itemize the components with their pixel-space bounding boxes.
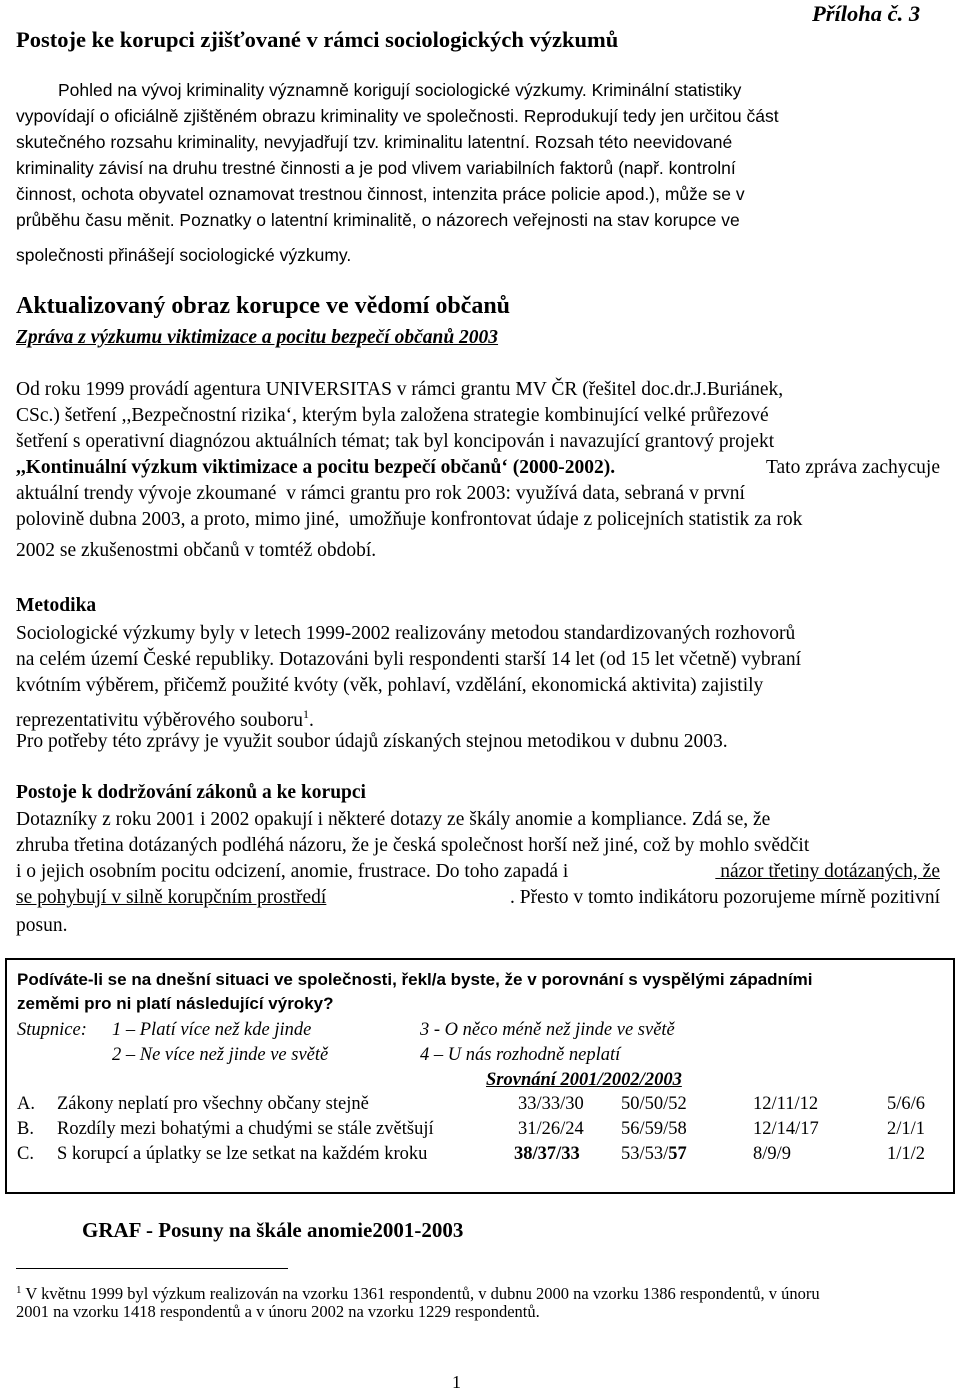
scale-option-3: 3 - O něco méně než jinde ve světě: [420, 1020, 675, 1040]
postoje-paragraph: [16, 807, 940, 911]
postoje-line-3: [16, 859, 940, 885]
metodika-line-1: [16, 621, 940, 647]
postoje-underlined-text: názor třetiny dotázaných, že: [715, 861, 940, 882]
intro-line-2: [16, 103, 940, 129]
postoje-text: . Přesto v tomto indikátoru pozorujeme mírně pozitivní: [509, 887, 940, 908]
row-a-col2: 50/50/52: [621, 1094, 687, 1114]
intro-line-7: společnosti přinášejí sociologické výzkumy.: [16, 245, 352, 265]
section1-text: aktuální trendy vývoje zkoumané v rámci grantu pro rok 2003: využívá data, sebraná v první: [16, 483, 745, 504]
row-a-text: Zákony neplatí pro všechny občany stejně: [57, 1094, 369, 1114]
section1-line-7: 2002 se zkušenostmi občanů v tomtéž období.: [16, 540, 377, 561]
intro-line-6: [16, 207, 940, 233]
intro-paragraph: [16, 103, 940, 233]
footnote-marker: 1: [16, 1284, 22, 1296]
footnote-line-2: 2001 na vzorku 1418 respondentů a v únoru 2002 na vzorku 1229 respondentů.: [16, 1302, 540, 1321]
intro-text: činnost, ochota obyvatel oznamovat trestnou činnost, intenzita práce policie apod.), může se v: [16, 184, 745, 204]
metodika-line-4: [16, 702, 314, 733]
section-heading: Aktualizovaný obraz korupce ve vědomí občanů: [16, 293, 511, 319]
intro-line-5: [16, 181, 940, 207]
intro-line-1: Pohled na vývoj kriminality významně korigují sociologické výzkumy. Kriminální statistiky: [58, 80, 742, 100]
footnote-line-1: [16, 1280, 820, 1304]
postoje-text: zhruba třetina dotázaných podléhá názoru, že je česká společnost horší než jiné, což by mohlo svědčit: [16, 835, 810, 856]
postoje-line-2: [16, 833, 940, 859]
intro-text: vypovídají o oficiálně zjištěném obrazu kriminality ve společnosti. Reprodukují tedy jen určitou část: [16, 106, 779, 126]
section1-line-4: [16, 455, 940, 481]
scale-label: Stupnice:: [17, 1020, 87, 1040]
metodika-text: na celém území České republiky. Dotazováni byli respondenti starší 14 let (od 15 let včetně) vybraní: [16, 649, 801, 670]
metodika-text: .: [309, 710, 314, 731]
postoje-line-5: posun.: [16, 915, 68, 936]
row-c-letter: C.: [17, 1144, 34, 1164]
section1-paragraph: [16, 377, 940, 533]
row-b-col3: 12/14/17: [753, 1119, 819, 1139]
metodika-text: reprezentativitu výběrového souboru: [16, 710, 303, 731]
postoje-line-4: [16, 885, 940, 911]
section1-line-1: [16, 377, 940, 403]
page-number: 1: [452, 1372, 461, 1392]
intro-text: kriminality závisí na druhu trestné činnosti a je pod vlivem variabilních faktorů (např. kontrolní: [16, 158, 736, 178]
section1-text: šetření s operativní diagnózou aktuálních témat; tak byl koncipován i navazující grantový projekt: [16, 431, 775, 452]
section-subheading: Zpráva z výzkumu viktimizace a pocitu bezpečí občanů 2003: [16, 327, 499, 348]
footnote-divider: [16, 1268, 288, 1269]
section1-text: Od roku 1999 provádí agentura UNIVERSITAS v rámci grantu MV ČR (řešitel doc.dr.J.Buriánek,: [16, 379, 784, 400]
intro-line-3: [16, 129, 940, 155]
survey-box: [5, 958, 955, 1194]
metodika-text: kvótním výběrem, přičemž použité kvóty (věk, pohlaví, vzdělání, ekonomická aktivita) zajistily: [16, 675, 764, 696]
metodika-line-2: [16, 647, 940, 673]
row-c-col1: 38/37/33: [514, 1144, 580, 1164]
section1-text: Tato zpráva zachycuje: [761, 457, 940, 478]
metodika-paragraph: [16, 621, 940, 699]
section1-line-6: [16, 507, 940, 533]
metodika-heading: Metodika: [16, 595, 97, 616]
postoje-line-1: [16, 807, 940, 833]
intro-line-4: [16, 155, 940, 181]
postoje-text: i o jejich osobním pocitu odcizení, anomie, frustrace. Do toho zapadá i: [16, 861, 569, 882]
row-b-col1: 31/26/24: [518, 1119, 584, 1139]
row-c-col4: 1/1/2: [887, 1144, 926, 1164]
section1-text: polovině dubna 2003, a proto, mimo jiné, umožňuje konfrontovat údaje z policejních statistik za rok: [16, 509, 803, 530]
row-b-letter: B.: [17, 1119, 34, 1139]
footnote-reference[interactable]: 1: [303, 707, 309, 721]
row-a-col3: 12/11/12: [753, 1094, 819, 1114]
survey-question-line-1: Podíváte-li se na dnešní situaci ve společnosti, řekl/a byste, že v porovnání s vyspělými západními: [17, 970, 813, 989]
section1-line-3: [16, 429, 940, 455]
metodika-line-5: Pro potřeby této zprávy je využit soubor údajů získaných stejnou metodikou v dubnu 2003.: [16, 731, 728, 752]
postoje-heading: Postoje k dodržování zákonů a ke korupci: [16, 782, 366, 803]
row-c-col2-highlight: 57: [668, 1144, 687, 1164]
page-title: Postoje ke korupci zjišťované v rámci sociologických výzkumů: [16, 27, 619, 52]
scale-option-1: 1 – Platí více než kde jinde: [112, 1020, 312, 1040]
row-b-col4: 2/1/1: [887, 1119, 926, 1139]
survey-question-line-2: zeměmi pro ni platí následující výroky?: [17, 994, 334, 1013]
section1-line-5: [16, 481, 940, 507]
row-a-letter: A.: [17, 1094, 35, 1114]
metodika-text: Sociologické výzkumy byly v letech 1999-2002 realizovány metodou standardizovaných rozhovorů: [16, 623, 796, 644]
metodika-line-3: [16, 673, 940, 699]
section1-line-2: [16, 403, 940, 429]
row-c-col3: 8/9/9: [753, 1144, 792, 1164]
postoje-underlined-text: se pohybují v silně korupčním prostředí: [16, 887, 327, 908]
comparison-header: Srovnání 2001/2002/2003: [486, 1070, 682, 1090]
row-c-col2-value: 53/53/: [621, 1144, 669, 1164]
row-c-col2: [621, 1142, 687, 1166]
annex-label: Příloha č. 3: [812, 1, 921, 26]
intro-text: průběhu času měnit. Poznatky o latentní kriminalitě, o názorech veřejnosti na stav korupce ve: [16, 210, 740, 230]
postoje-text: Dotazníky z roku 2001 i 2002 opakují i některé dotazy ze škály anomie a kompliance. Zdá se, že: [16, 809, 771, 830]
footnote-text: V květnu 1999 byl výzkum realizován na vzorku 1361 respondentů, v dubnu 2000 na vzorku 1386 respondentů, v únoru: [21, 1284, 820, 1303]
row-a-col4: 5/6/6: [887, 1094, 926, 1114]
section1-text: CSc.) šetření ,,Bezpečnostní rizika‘, kterým byla založena strategie kombinující velké průřezové: [16, 405, 769, 426]
graph-title: GRAF - Posuny na škále anomie2001-2003: [82, 1218, 464, 1242]
row-a-col1: 33/33/30: [518, 1094, 584, 1114]
row-b-text: Rozdíly mezi bohatými a chudými se stále zvětšují: [57, 1119, 434, 1139]
intro-text: skutečného rozsahu kriminality, nevyjadřují tzv. kriminalitu latentní. Rozsah této neevidované: [16, 132, 733, 152]
row-c-text: S korupcí a úplatky se lze setkat na každém kroku: [57, 1144, 428, 1164]
scale-option-2: 2 – Ne více než jinde ve světě: [112, 1045, 329, 1065]
row-b-col2: 56/59/58: [621, 1119, 687, 1139]
scale-option-4: 4 – U nás rozhodně neplatí: [420, 1045, 621, 1065]
project-name: ,,Kontinuální výzkum viktimizace a pocitu bezpečí občanů‘ (2000-2002).: [16, 457, 616, 478]
